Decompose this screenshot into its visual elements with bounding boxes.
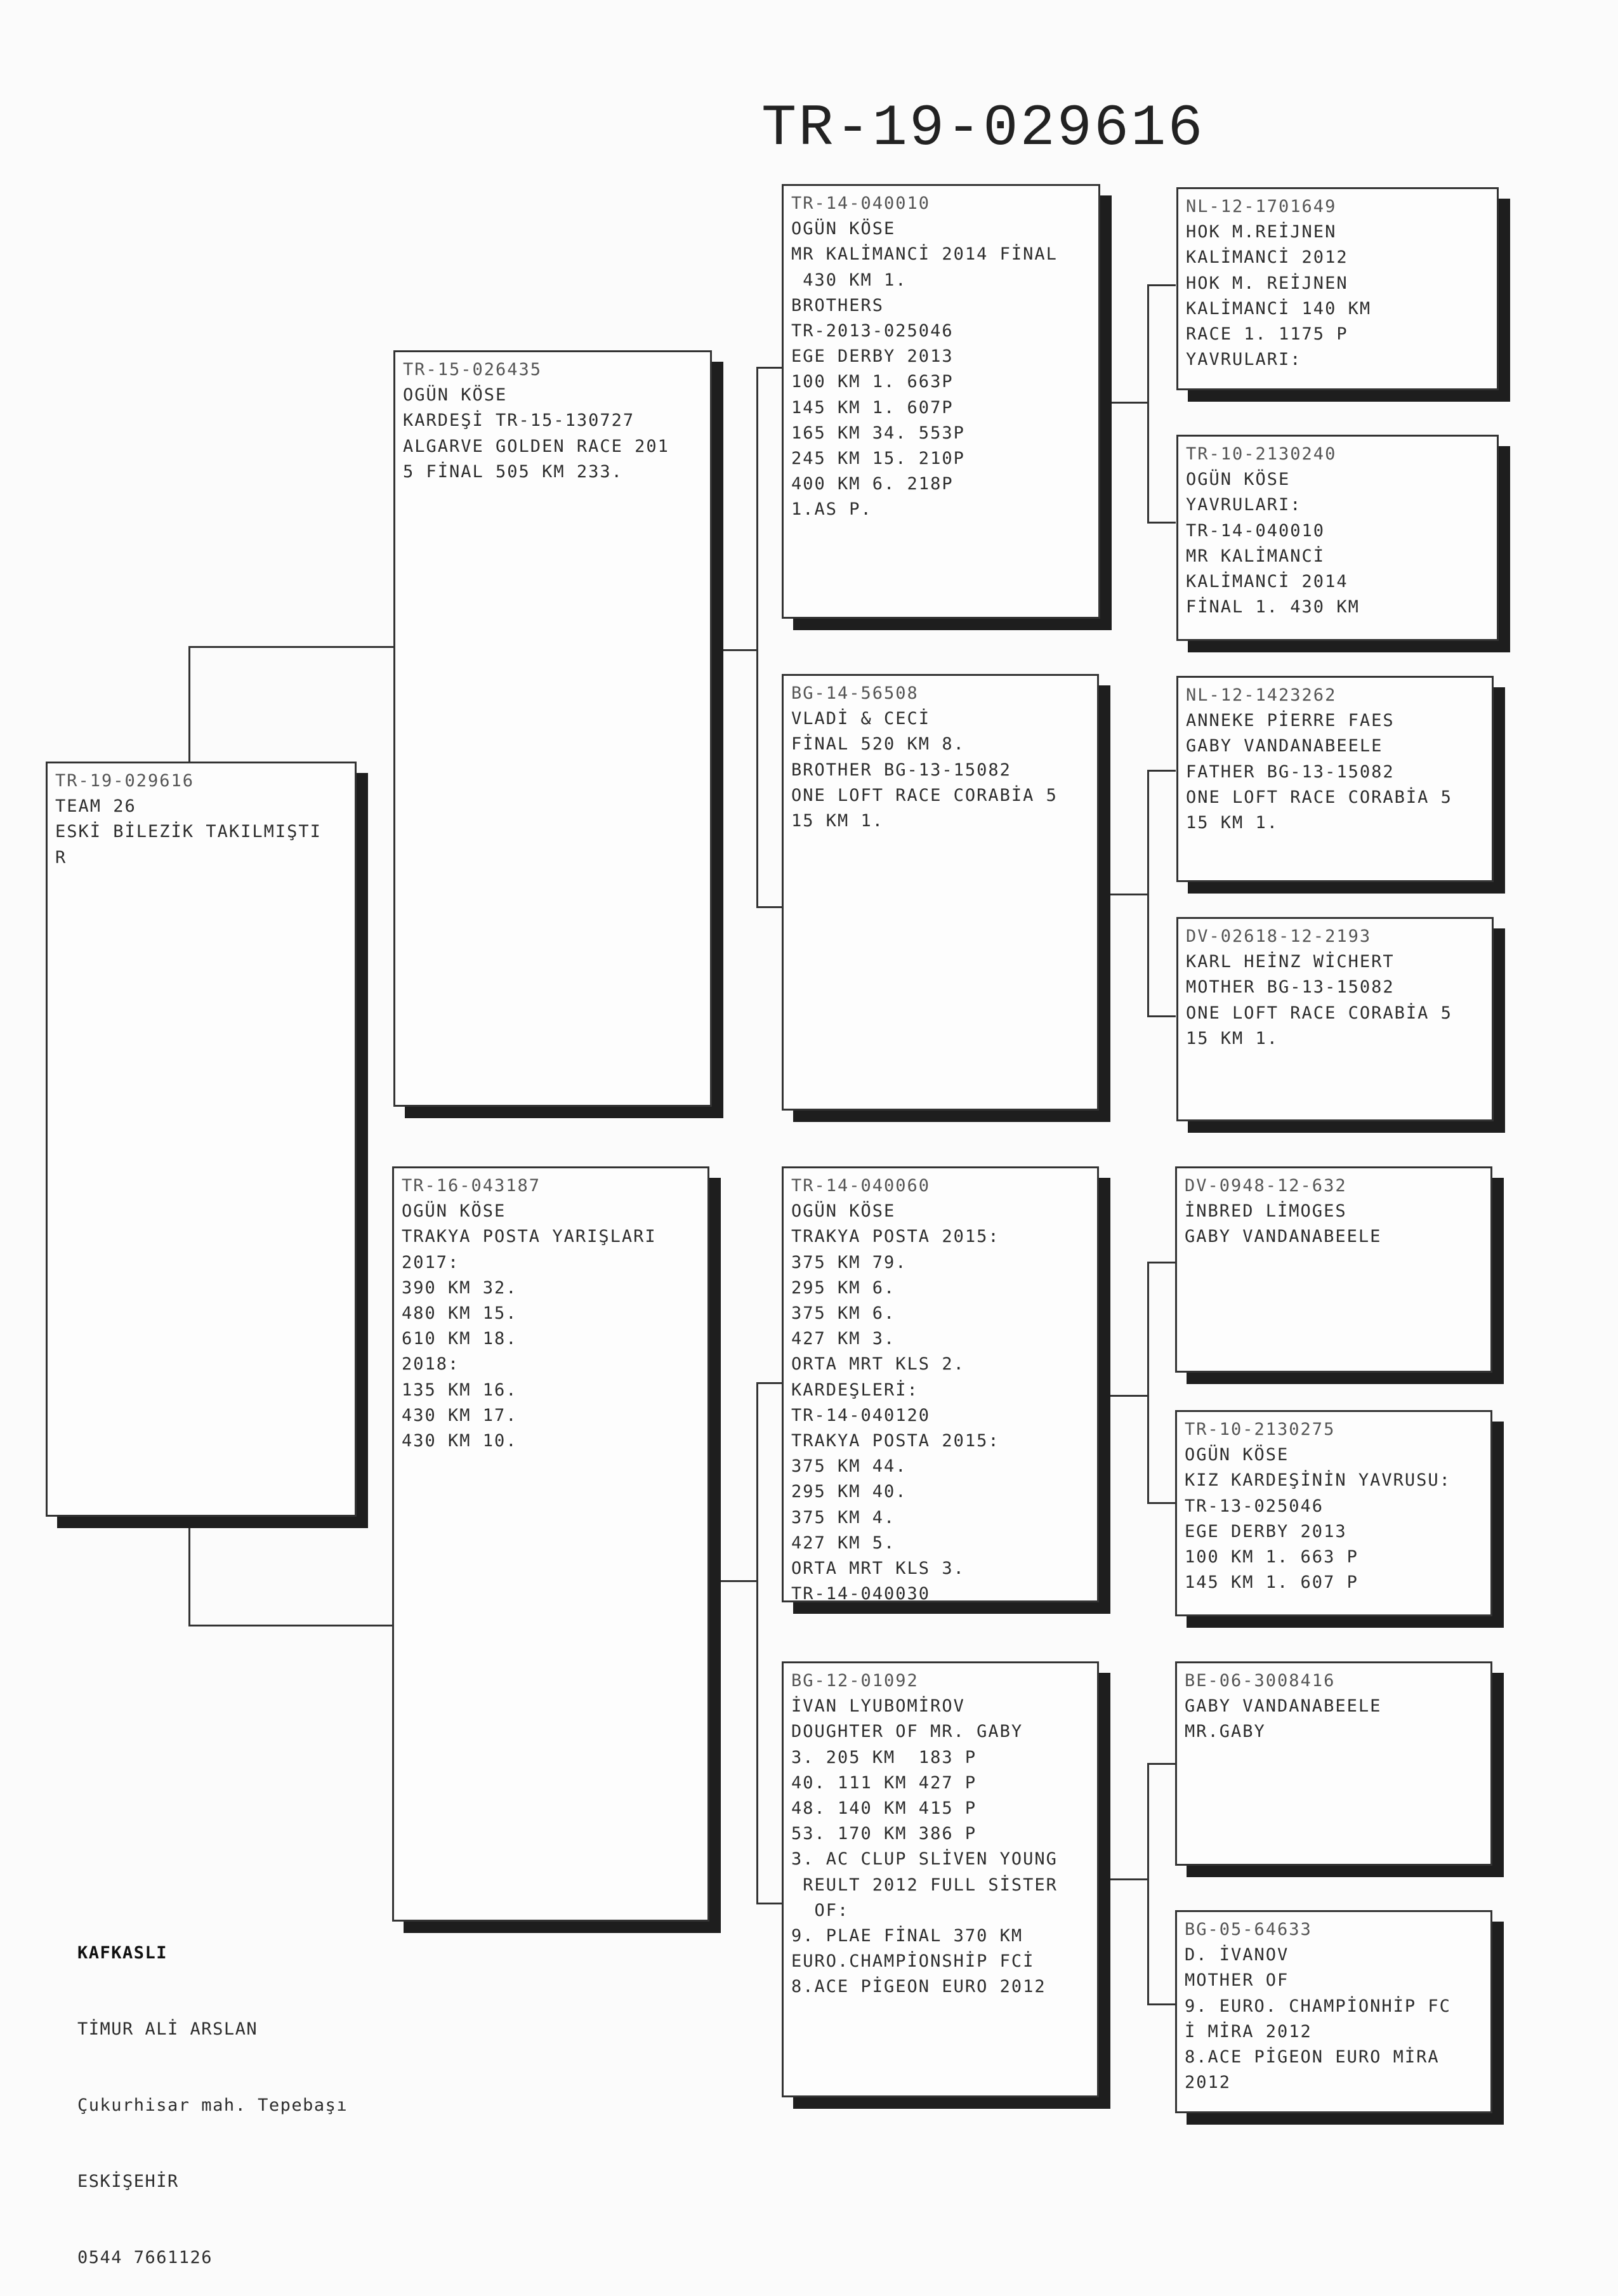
breeder-city: ESKİŞEHİR: [77, 2172, 179, 2191]
pedigree-gen3-box-5: [1175, 1166, 1492, 1373]
pedigree-line: 5 FİNAL 505 KM 233.: [403, 461, 623, 482]
connector-line: [188, 646, 190, 773]
pedigree-line: 100 KM 1. 663 P: [1185, 1547, 1358, 1567]
ring-number: TR-14-040060: [791, 1176, 931, 1196]
pedigree-sire-box: [393, 350, 712, 1107]
pedigree-line: D. İVANOV: [1185, 1945, 1289, 1965]
pedigree-line: EURO.CHAMPİONSHİP FCİ: [791, 1951, 1035, 1972]
pedigree-line: KALİMANCİ 2014: [1186, 572, 1348, 592]
ring-number: BG-05-64633: [1185, 1920, 1312, 1939]
pedigree-line: 135 KM 16.: [402, 1380, 518, 1400]
pedigree-line: 390 KM 32.: [402, 1277, 518, 1298]
pedigree-line: MOTHER BG-13-15082: [1186, 977, 1395, 998]
connector-line: [1104, 1878, 1148, 1880]
pedigree-gen3-box-7: [1175, 1661, 1492, 1866]
pedigree-line: TRAKYA POSTA 2015:: [791, 1431, 1000, 1451]
pedigree-line: 53. 170 KM 386 P: [791, 1824, 977, 1844]
pedigree-line: 3. AC CLUP SLİVEN YOUNG: [791, 1849, 1058, 1870]
connector-line: [1147, 522, 1176, 524]
pedigree-gen3-box-8: [1175, 1910, 1492, 2113]
pedigree-line: GABY VANDANABEELE: [1186, 736, 1383, 756]
pedigree-line: 2017:: [402, 1252, 460, 1272]
connector-line: [756, 367, 758, 908]
pedigree-line: OGÜN KÖSE: [1186, 470, 1291, 490]
pedigree-line: GABY VANDANABEELE: [1185, 1227, 1382, 1247]
ring-number: NL-12-1423262: [1186, 685, 1337, 705]
connector-line: [756, 1382, 758, 1904]
pedigree-line: 165 KM 34. 553P: [791, 423, 965, 443]
breeder-owner: TİMUR ALİ ARSLAN: [77, 2019, 258, 2039]
pedigree-line: 375 KM 6.: [791, 1303, 896, 1324]
connector-line: [188, 646, 395, 648]
pedigree-line: ANNEKE PİERRE FAES: [1186, 711, 1395, 731]
pedigree-line: İ MİRA 2012: [1185, 2021, 1312, 2042]
pedigree-line: 15 KM 1.: [791, 811, 885, 831]
pedigree-subject-box: [46, 762, 357, 1517]
breeder-address: Çukurhisar mah. Tepebaşı: [77, 2095, 348, 2115]
pedigree-line: HOK M. REİJNEN: [1186, 273, 1348, 293]
pedigree-line: 375 KM 79.: [791, 1252, 907, 1272]
connector-line: [1147, 284, 1176, 286]
pedigree-line: VLADİ & CECİ: [791, 709, 931, 729]
pedigree-line: 430 KM 17.: [402, 1405, 518, 1425]
pedigree-line: ONE LOFT RACE CORABİA 5: [1186, 1003, 1452, 1023]
ring-number: BG-12-01092: [791, 1671, 919, 1691]
page-title: TR-19-029616: [761, 95, 1205, 162]
pedigree-line: İVAN LYUBOMİROV: [791, 1696, 965, 1717]
pedigree-line: TRAKYA POSTA YARIŞLARI: [402, 1227, 657, 1247]
pedigree-line: TR-14-040030: [791, 1584, 931, 1604]
pedigree-line: BROTHERS: [791, 295, 885, 315]
pedigree-dam-sire-box: [782, 1166, 1099, 1602]
pedigree-line: EGE DERBY 2013: [791, 346, 954, 367]
pedigree-gen3-box-2: [1176, 435, 1499, 641]
pedigree-line: 427 KM 5.: [791, 1533, 896, 1553]
connector-line: [1104, 1395, 1148, 1397]
breeder-phone: 0544 7661126: [77, 2248, 213, 2267]
pedigree-line: İNBRED LİMOGES: [1185, 1201, 1347, 1222]
pedigree-line: 15 KM 1.: [1186, 813, 1279, 833]
pedigree-line: 9. PLAE FİNAL 370 KM: [791, 1926, 1023, 1946]
ring-number: BG-14-56508: [791, 683, 919, 703]
pedigree-line: OF:: [791, 1900, 850, 1920]
pedigree-line: HOK M.REİJNEN: [1186, 222, 1337, 242]
pedigree-line: 8.ACE PİGEON EURO 2012: [791, 1977, 1046, 1997]
pedigree-line: ONE LOFT RACE CORABİA 5: [791, 785, 1058, 805]
pedigree-line: OGÜN KÖSE: [403, 385, 508, 406]
connector-line: [1104, 402, 1148, 404]
connector-line: [1147, 1502, 1176, 1504]
pedigree-line: 145 KM 1. 607P: [791, 397, 954, 418]
pedigree-gen3-box-1: [1176, 187, 1499, 390]
ring-number: TR-19-029616: [55, 771, 195, 791]
connector-line: [756, 1382, 783, 1384]
pedigree-line: YAVRULARI:: [1186, 495, 1302, 515]
pedigree-gen3-box-4: [1176, 917, 1494, 1121]
pedigree-line: FİNAL 520 KM 8.: [791, 734, 965, 755]
pedigree-line: KARL HEİNZ WİCHERT: [1186, 952, 1395, 972]
connector-line: [1147, 770, 1176, 772]
pedigree-dam-dam-box: [782, 1661, 1099, 2097]
pedigree-line: EGE DERBY 2013: [1185, 1521, 1347, 1541]
pedigree-line: TR-14-040010: [1186, 520, 1325, 541]
pedigree-line: 375 KM 4.: [791, 1507, 896, 1527]
pedigree-line: 100 KM 1. 663P: [791, 372, 954, 392]
pedigree-sire-sire-box: [782, 184, 1100, 619]
pedigree-line: 8.ACE PİGEON EURO MİRA: [1185, 2047, 1440, 2068]
pedigree-line: 295 KM 6.: [791, 1277, 896, 1298]
pedigree-line: OGÜN KÖSE: [402, 1201, 506, 1222]
pedigree-gen3-box-6: [1175, 1410, 1492, 1616]
connector-line: [756, 1903, 783, 1904]
connector-line: [1147, 1262, 1176, 1263]
ring-number: DV-0948-12-632: [1185, 1176, 1347, 1196]
pedigree-line: OGÜN KÖSE: [791, 1201, 896, 1222]
pedigree-line: 430 KM 1.: [791, 270, 907, 290]
pedigree-sire-dam-box: [782, 674, 1099, 1111]
pedigree-line: 480 KM 15.: [402, 1303, 518, 1324]
pedigree-line: MOTHER OF: [1185, 1970, 1289, 1991]
pedigree-line: 48. 140 KM 415 P: [791, 1798, 977, 1819]
pedigree-line: REULT 2012 FULL SİSTER: [791, 1875, 1058, 1895]
connector-line: [709, 649, 756, 651]
pedigree-line: KALİMANCİ 140 KM: [1186, 298, 1372, 319]
pedigree-line: TR-14-040120: [791, 1405, 931, 1425]
pedigree-line: MR KALİMANCİ: [1186, 546, 1325, 566]
pedigree-line: 15 KM 1.: [1186, 1028, 1279, 1048]
ring-number: DV-02618-12-2193: [1186, 927, 1372, 946]
pedigree-gen3-box-3: [1176, 676, 1494, 882]
pedigree-line: 1.AS P.: [791, 499, 872, 520]
pedigree-line: R: [55, 847, 67, 868]
pedigree-line: BROTHER BG-13-15082: [791, 760, 1011, 780]
pedigree-line: 245 KM 15. 210P: [791, 449, 965, 469]
connector-line: [1147, 284, 1149, 524]
pedigree-line: OGÜN KÖSE: [1185, 1445, 1289, 1465]
pedigree-line: ALGARVE GOLDEN RACE 201: [403, 436, 669, 456]
breeder-name: KAFKASLI: [77, 1943, 168, 1963]
pedigree-line: 427 KM 3.: [791, 1329, 896, 1349]
ring-number: TR-10-2130275: [1185, 1420, 1336, 1439]
connector-line: [1147, 1262, 1149, 1504]
pedigree-line: 430 KM 10.: [402, 1431, 518, 1451]
ring-number: NL-12-1701649: [1186, 197, 1337, 216]
pedigree-line: OGÜN KÖSE: [791, 219, 896, 239]
pedigree-line: 375 KM 44.: [791, 1456, 907, 1477]
connector-line: [709, 1580, 756, 1582]
pedigree-line: FATHER BG-13-15082: [1186, 762, 1395, 782]
pedigree-line: GABY VANDANABEELE: [1185, 1696, 1382, 1717]
pedigree-line: FİNAL 1. 430 KM: [1186, 597, 1360, 617]
pedigree-line: KALİMANCİ 2012: [1186, 247, 1348, 268]
ring-number: TR-14-040010: [791, 194, 931, 213]
pedigree-line: TEAM 26: [55, 796, 136, 817]
ring-number: BE-06-3008416: [1185, 1671, 1336, 1691]
connector-line: [1104, 894, 1148, 895]
pedigree-line: ESKİ BİLEZİK TAKILMIŞTI: [55, 822, 322, 842]
pedigree-line: RACE 1. 1175 P: [1186, 324, 1348, 345]
pedigree-line: TR-2013-025046: [791, 321, 954, 341]
pedigree-line: MR.GABY: [1185, 1722, 1266, 1742]
breeder-info: [77, 1890, 348, 2296]
pedigree-line: 400 KM 6. 218P: [791, 474, 954, 494]
connector-line: [756, 367, 783, 369]
pedigree-line: YAVRULARI:: [1186, 350, 1302, 370]
connector-line: [1147, 1763, 1176, 1765]
pedigree-line: 3. 205 KM 183 P: [791, 1747, 977, 1767]
connector-line: [188, 1510, 190, 1626]
connector-line: [1147, 1015, 1176, 1017]
pedigree-line: 145 KM 1. 607 P: [1185, 1573, 1358, 1593]
connector-line: [756, 906, 783, 908]
ring-number: TR-10-2130240: [1186, 444, 1337, 464]
pedigree-line: MR KALİMANCİ 2014 FİNAL: [791, 244, 1058, 265]
pedigree-line: 2012: [1185, 2073, 1232, 2093]
pedigree-line: 610 KM 18.: [402, 1329, 518, 1349]
pedigree-line: KARDEŞİ TR-15-130727: [403, 411, 635, 431]
pedigree-line: ONE LOFT RACE CORABİA 5: [1186, 787, 1452, 807]
pedigree-line: DOUGHTER OF MR. GABY: [791, 1722, 1023, 1742]
pedigree-line: KARDEŞLERİ:: [791, 1380, 919, 1400]
connector-line: [1147, 770, 1149, 1017]
pedigree-line: 2018:: [402, 1354, 460, 1375]
connector-line: [188, 1625, 395, 1626]
ring-number: TR-16-043187: [402, 1176, 541, 1196]
connector-line: [1147, 2003, 1176, 2005]
pedigree-line: 9. EURO. CHAMPİONHİP FC: [1185, 1996, 1451, 2016]
pedigree-line: 295 KM 40.: [791, 1482, 907, 1502]
pedigree-line: ORTA MRT KLS 3.: [791, 1559, 965, 1579]
pedigree-dam-box: [392, 1166, 709, 1922]
connector-line: [1147, 1763, 1149, 2005]
pedigree-line: ORTA MRT KLS 2.: [791, 1354, 965, 1375]
ring-number: TR-15-026435: [403, 360, 543, 379]
pedigree-line: 40. 111 KM 427 P: [791, 1772, 977, 1793]
pedigree-line: KIZ KARDEŞİNİN YAVRUSU:: [1185, 1470, 1451, 1491]
pedigree-line: TR-13-025046: [1185, 1496, 1324, 1516]
pedigree-line: TRAKYA POSTA 2015:: [791, 1227, 1000, 1247]
